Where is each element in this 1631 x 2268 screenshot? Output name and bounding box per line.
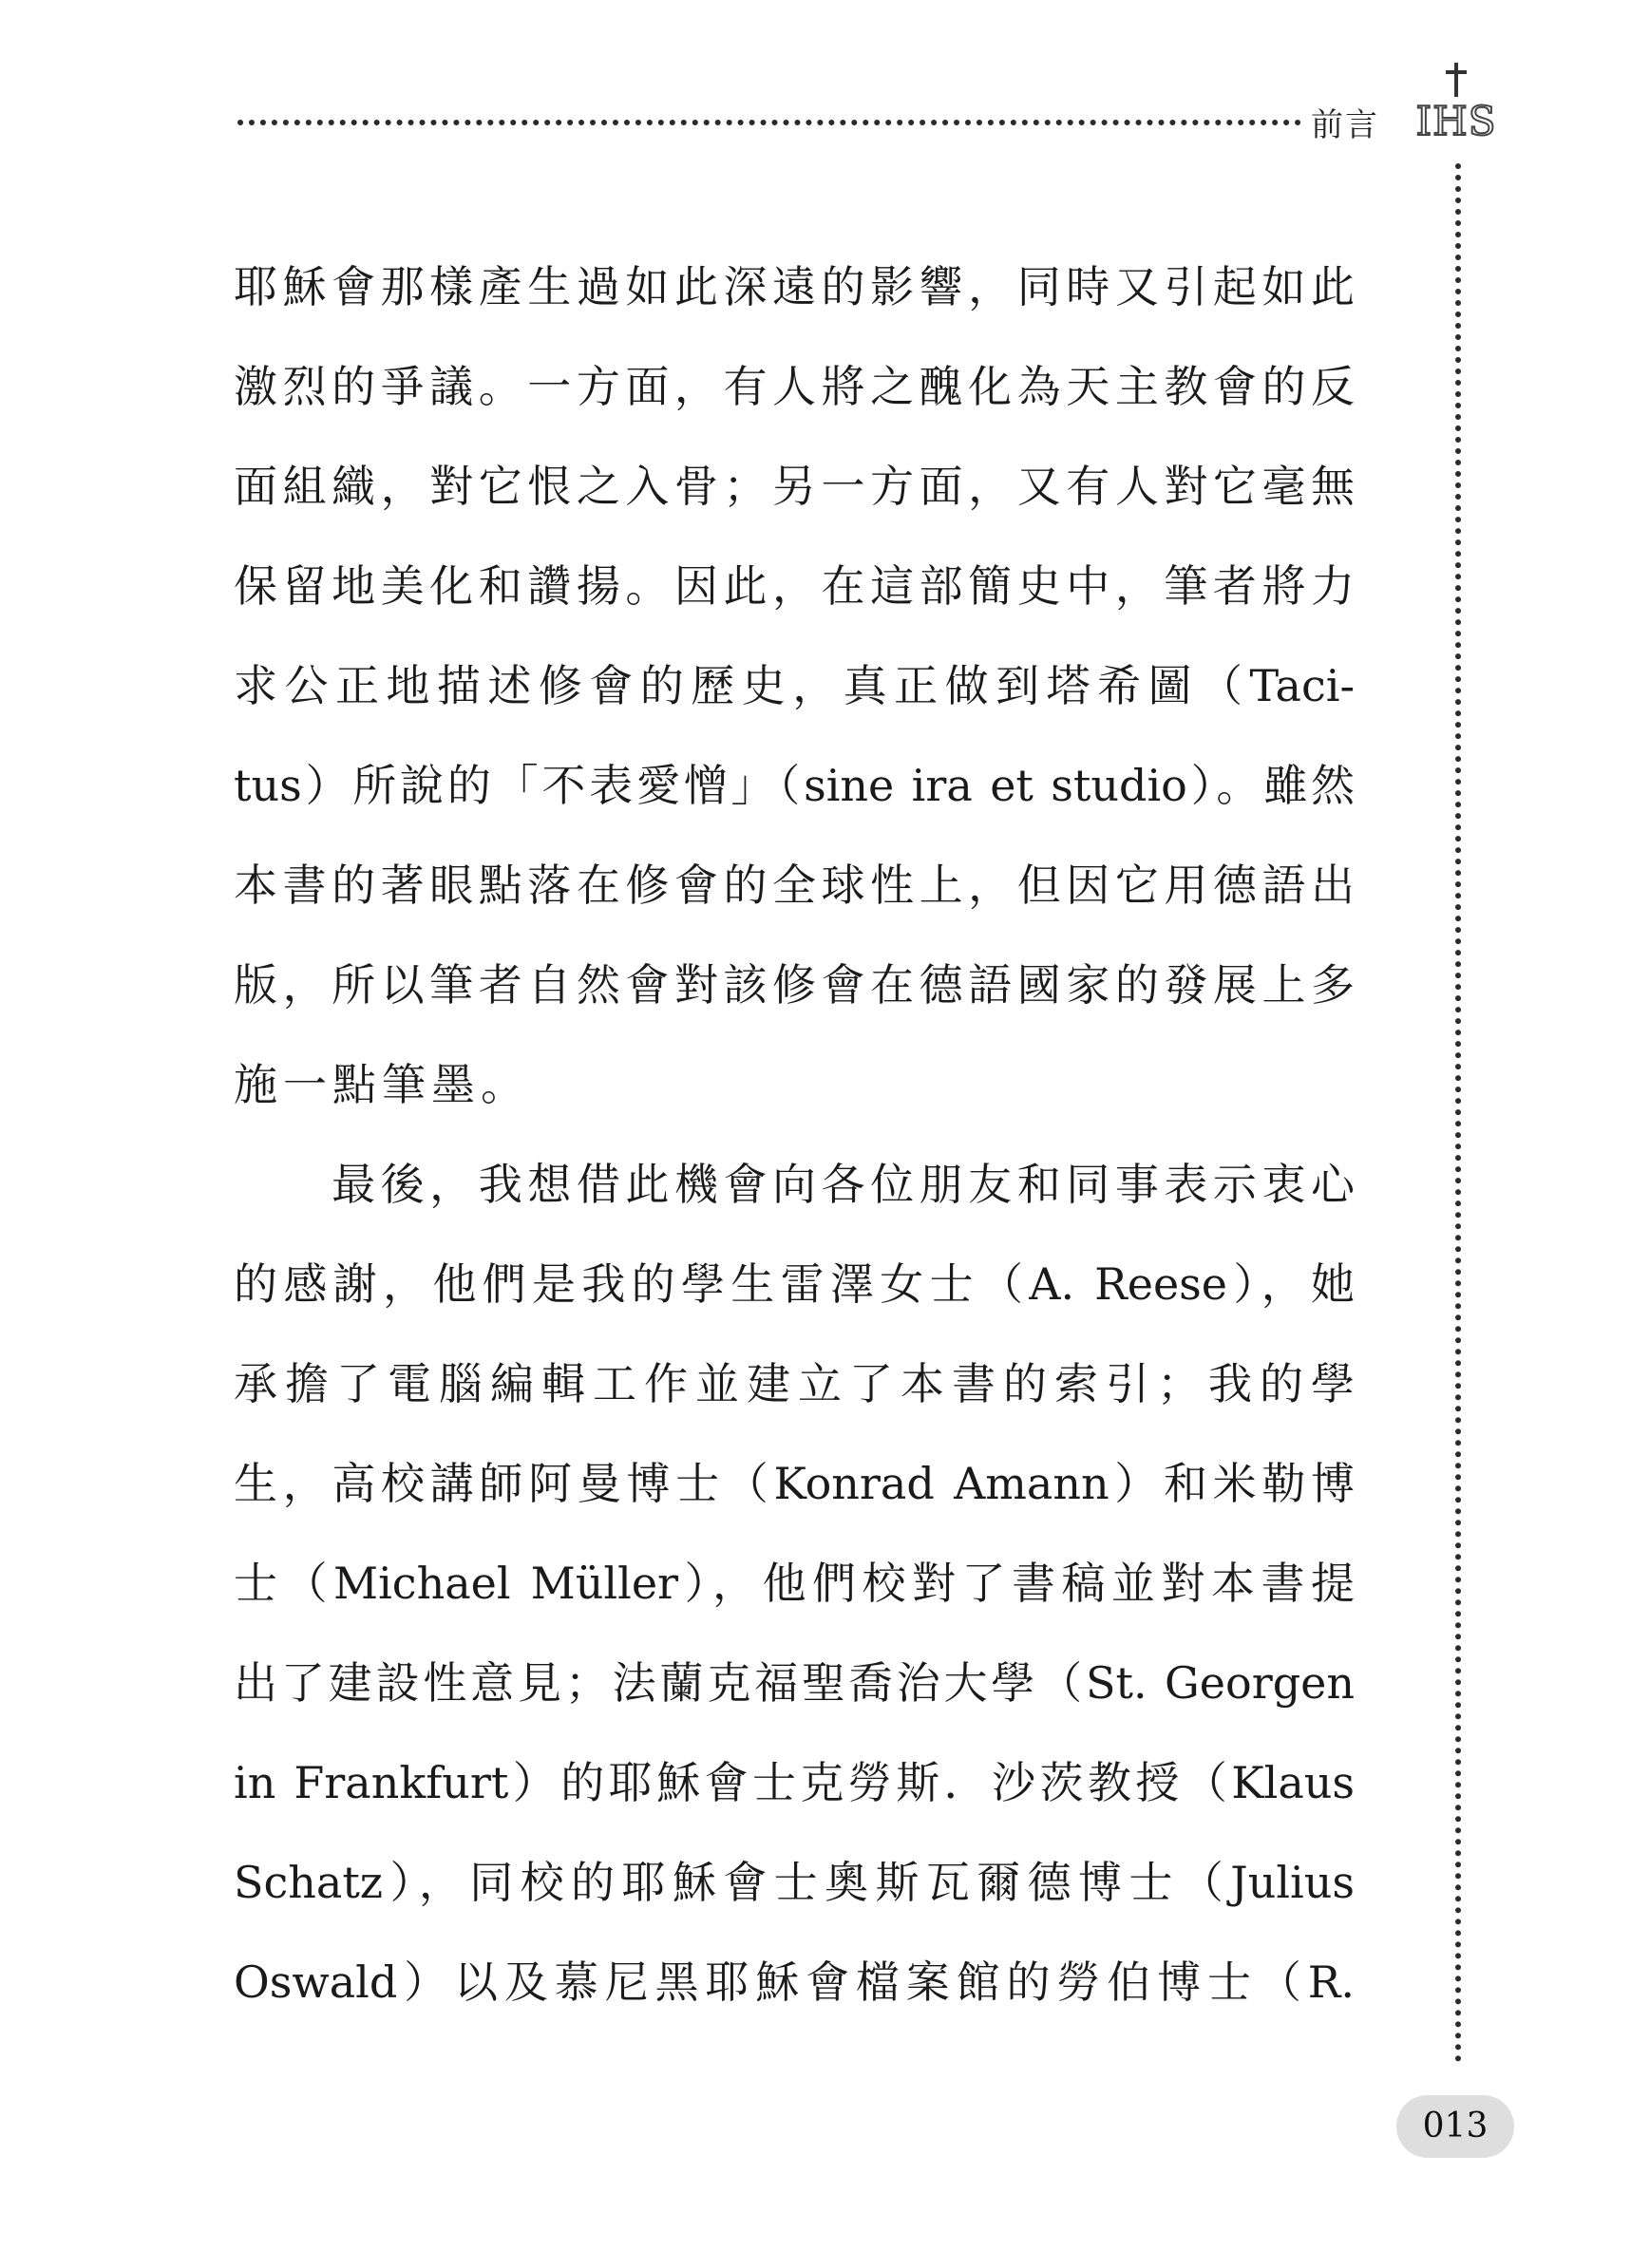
main-text xyxy=(234,237,1355,2032)
text-line: 保留地美化和讚揚。因此，在這部簡史中，筆者將力 xyxy=(234,560,1355,612)
page-number-badge: 013 xyxy=(1396,2095,1514,2158)
text-line: 求公正地描述修會的歷史，真正做到塔希圖（Taci- xyxy=(234,660,1355,711)
text-line: 最後，我想借此機會向各位朋友和同事表示衷心 xyxy=(234,1159,1355,1210)
text-line: 士（Michael Müller），他們校對了書稿並對本書提 xyxy=(234,1558,1355,1609)
text-line: tus）所說的「不表愛憎」（sine ira et studio）。雖然 xyxy=(234,760,1355,811)
text-line: 面組織，對它恨之入骨；另一方面，又有人對它毫無 xyxy=(234,461,1355,512)
text-line: Oswald）以及慕尼黑耶穌會檔案館的勞伯博士（R. xyxy=(234,1956,1355,2008)
running-header-title: 前言 xyxy=(1311,106,1379,144)
text-line: in Frankfurt）的耶穌會士克勞斯．沙茨教授（Klaus xyxy=(234,1757,1355,1808)
text-line: 承擔了電腦編輯工作並建立了本書的索引；我的學 xyxy=(234,1358,1355,1409)
ihs-monogram-logo xyxy=(1413,59,1499,146)
text-line: 激烈的爭議。一方面，有人將之醜化為天主教會的反 xyxy=(234,361,1355,412)
ihs-logo-text: IHS xyxy=(1415,98,1497,144)
text-line: 的感謝，他們是我的學生雷澤女士（A. Reese），她 xyxy=(234,1258,1355,1310)
text-line: 版，所以筆者自然會對該修會在德語國家的發展上多 xyxy=(234,959,1355,1011)
margin-dotted-rule xyxy=(1455,163,1461,2063)
text-line: 生，高校講師阿曼博士（Konrad Amann）和米勒博 xyxy=(234,1458,1355,1509)
text-line: 出了建設性意見；法蘭克福聖喬治大學（St. Georgen xyxy=(234,1657,1355,1709)
text-line: 施一點筆墨。 xyxy=(234,1059,530,1110)
text-line: 耶穌會那樣產生過如此深遠的影響，同時又引起如此 xyxy=(234,261,1355,312)
text-line: Schatz），同校的耶穌會士奧斯瓦爾德博士（Julius xyxy=(234,1857,1355,1908)
header-dotted-rule xyxy=(237,120,1301,125)
text-line: 本書的著眼點落在修會的全球性上，但因它用德語出 xyxy=(234,860,1355,911)
